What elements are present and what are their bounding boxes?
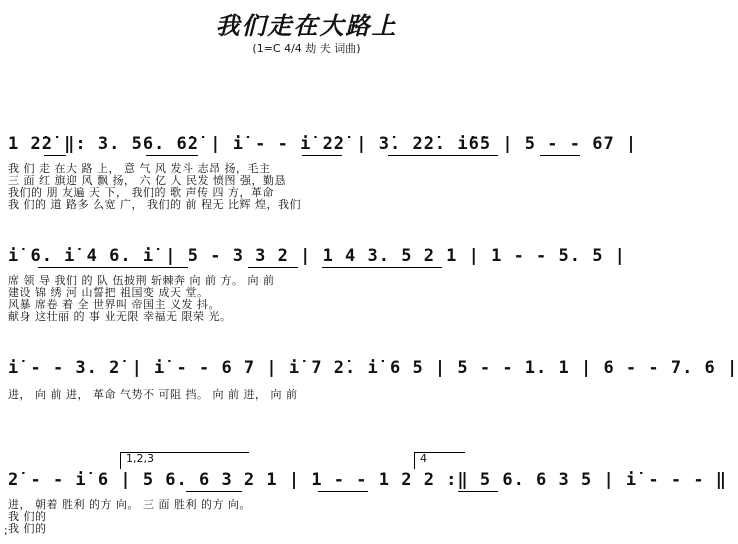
margin-mark: ; [4,524,8,537]
beam-underline [146,155,198,156]
score-line-2-notes: i̇ 6. i̇ 4 6. i̇ | 5 - 3 3 2 | 1 4 3. 5 2 1 | 1 - - 5. 5 | [8,246,626,266]
beam-underline [458,491,498,492]
beam-underline [248,267,298,268]
score-line-1-notes: 1 2̇2̇ ‖: 3. 56. 6̇2̇ | i̇ - - i̇ 2̇2̇ | 3̇. 2̇2̇. i̇6̇5 | 5 - - 67 | [8,134,638,154]
second-ending-label: 4 [420,452,427,465]
lyric-line-2-verse-1: 席 领 导 我们 的 队 伍披荆 斩棘奔 向 前 方。 向 前 [8,274,275,287]
lyric-line-4-verse-2: 我 们的 [8,510,47,523]
key-signature-subtitle: (1=C 4/4 劫 夫 词曲) [252,42,361,55]
lyric-line-2-verse-2: 建设 锦 绣 河 山誓把 祖国变 成天 堂。 [8,286,209,299]
beam-underline [44,155,66,156]
lyric-line-1-verse-3: 我们的 朋 友遍 天 下， 我们的 歌 声传 四 方，革命 [8,186,274,199]
lyric-line-1-verse-2: 三 面 红 旗迎 风 飘 扬， 六 亿 人 民发 愤图 强，勤恳 [8,174,286,187]
beam-underline [388,155,498,156]
lyric-line-4-verse-3: 我 们的 [8,522,47,535]
page-title: 我们走在大路上 [215,11,398,40]
lyric-line-1-verse-1: 我 们 走 在大 路 上， 意 气 风 发斗 志昂 扬，毛主 [8,162,271,175]
first-ending-label: 1,2,3 [126,452,154,465]
beam-underline [186,491,242,492]
beam-underline [322,267,442,268]
lyric-line-3: 进， 向 前 进， 革命 气势不 可阻 挡。 向 前 进， 向 前 [8,388,298,401]
score-line-4-notes: 2̇ - - i̇ 6 | 5 6. 6 3 2 1 | 1 - - 1 2 2 :‖ 5 6. 6 3 5 | i̇ - - - ‖ [8,470,728,490]
lyric-line-4-verse-1: 进， 朝着 胜利 的方 向。 三 面 胜利 的方 向。 [8,498,251,511]
beam-underline [318,491,368,492]
beam-underline [540,155,580,156]
score-line-3-notes: i̇ - - 3. 2̇ | i̇ - - 6 7 | i̇ 7 2̇. i̇ 6 5 | 5 - - 1. 1 | 6 - - 7. 6 | [8,358,738,378]
lyric-line-2-verse-4: 献身 这壮丽 的 事 业无限 幸福无 限荣 光。 [8,310,232,323]
lyric-line-2-verse-3: 风暴 席卷 着 全 世界叫 帝国主 义发 抖。 [8,298,220,311]
beam-underline [302,155,342,156]
beam-underline [38,267,188,268]
lyric-line-1-verse-4: 我 们的 道 路多 么宽 广， 我们的 前 程无 比辉 煌，我们 [8,198,301,211]
